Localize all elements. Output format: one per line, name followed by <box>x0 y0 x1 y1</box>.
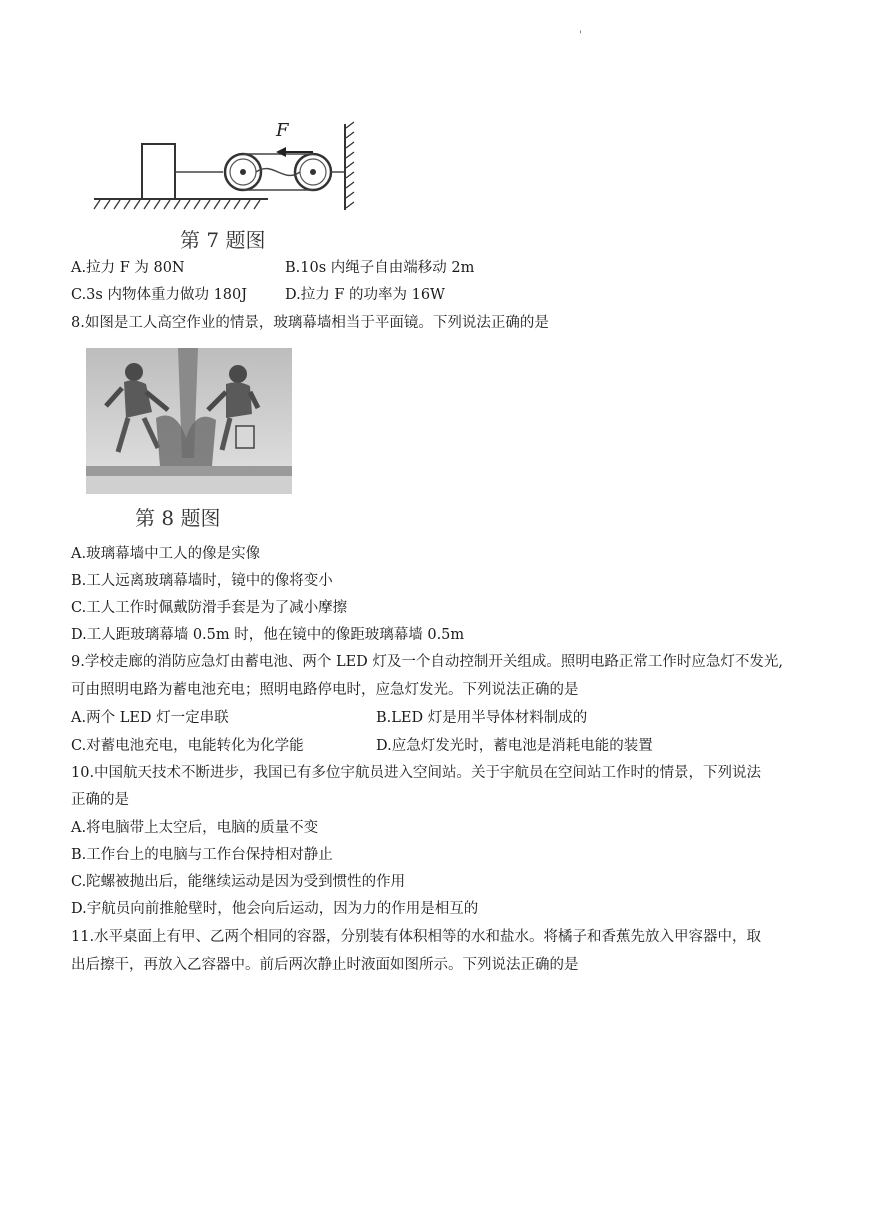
q7-option-c: C.3s 内物体重力做功 180J <box>71 287 248 303</box>
q10-stem-line2: 正确的是 <box>71 792 129 808</box>
q8-option: C.工人工作时佩戴防滑手套是为了减小摩擦 <box>71 600 348 616</box>
q7-figure-caption: 第 7 题图 <box>180 228 266 252</box>
q11-stem-line2: 出后擦干，再放入乙容器中。前后两次静止时液面如图所示。下列说法正确的是 <box>71 957 579 973</box>
q8-option: A.玻璃幕墙中工人的像是实像 <box>71 546 261 562</box>
q9-option-d: D.应急灯发光时，蓄电池是消耗电能的装置 <box>376 738 653 754</box>
q8-option: D.工人距玻璃幕墙 0.5m 时，他在镜中的像距玻璃幕墙 0.5m <box>71 627 465 643</box>
q11-stem-line1: 11.水平桌面上有甲、乙两个相同的容器，分别装有体积相等的水和盐水。将橘子和香蕉先放入甲容器中，取 <box>71 929 762 945</box>
q7-option-d: D.拉力 F 的功率为 16W <box>285 287 445 303</box>
q9-option-b: B.LED 灯是用半导体材料制成的 <box>376 710 588 726</box>
q10-stem-line1: 10.中国航天技术不断进步，我国已有多位宇航员进入空间站。关于宇航员在空间站工作时的情景，下列说法 <box>71 765 762 781</box>
q7-pulley-figure <box>88 112 388 232</box>
q10-option: B.工作台上的电脑与工作台保持相对静止 <box>71 847 333 863</box>
q7-option-b: B.10s 内绳子自由端移动 2m <box>285 260 475 276</box>
q8-figure-caption: 第 8 题图 <box>135 506 221 530</box>
q8-option: B.工人远离玻璃幕墙时，镜中的像将变小 <box>71 573 333 589</box>
q8-stem: 8.如图是工人高空作业的情景，玻璃幕墙相当于平面镜。下列说法正确的是 <box>71 315 549 331</box>
q8-workers-photo <box>86 348 292 494</box>
q9-stem-line2: 可由照明电路为蓄电池充电；照明电路停电时，应急灯发光。下列说法正确的是 <box>71 682 579 698</box>
q10-option: C.陀螺被抛出后，能继续运动是因为受到惯性的作用 <box>71 874 406 890</box>
q10-option: A.将电脑带上太空后，电脑的质量不变 <box>71 820 319 836</box>
q9-stem-line1: 9.学校走廊的消防应急灯由蓄电池、两个 LED 灯及一个自动控制开关组成。照明电路正常工作时应急灯不发光, <box>71 654 783 670</box>
q7-force-label: F <box>276 120 289 141</box>
q7-option-a: A.拉力 F 为 80N <box>71 260 185 276</box>
q10-option: D.宇航员向前推舱壁时，他会向后运动，因为力的作用是相互的 <box>71 901 479 917</box>
q9-option-a: A.两个 LED 灯一定串联 <box>71 710 229 726</box>
q9-option-c: C.对蓄电池充电，电能转化为化学能 <box>71 738 304 754</box>
page-mark: ' <box>579 30 582 41</box>
